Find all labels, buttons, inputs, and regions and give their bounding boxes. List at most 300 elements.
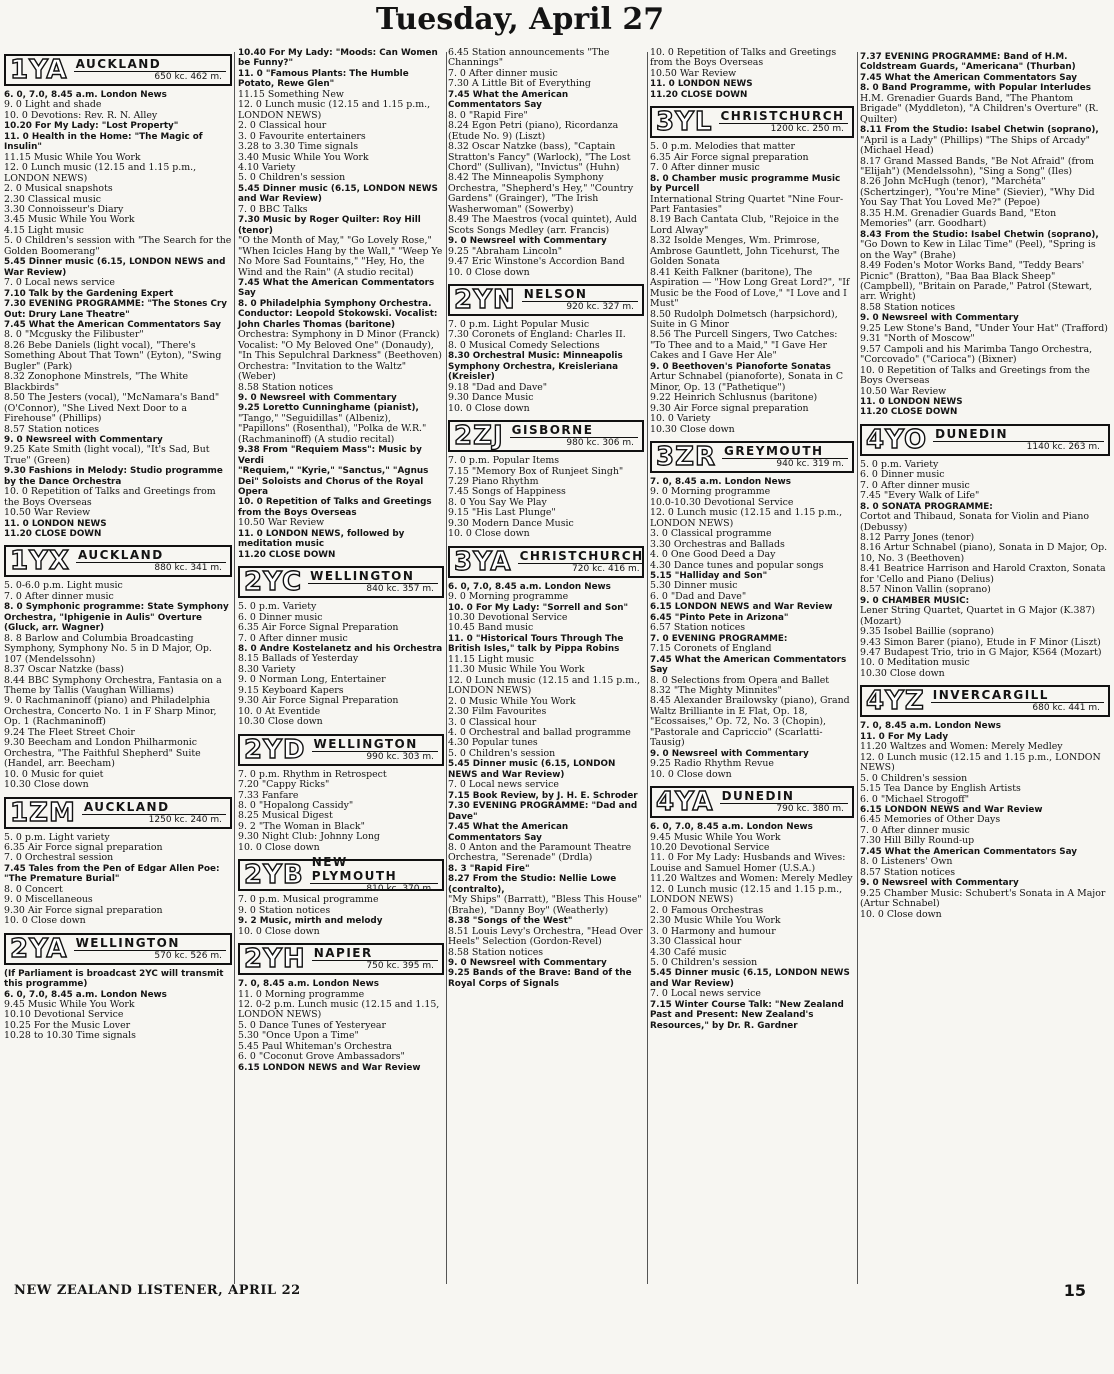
station-logo [238,734,444,766]
programme-line: 9.30 Beecham and London Philharmonic Orchestra, "The Faithful Shepherd" Suite (Handel, arr. Beecham) [4,737,201,770]
station-logo [4,933,232,965]
programme-line: 10. 0 Close down [860,908,942,920]
programme-line: 5.45 Dinner music (6.15, LONDON NEWS and War Review) [650,968,850,989]
programme-line: 5.30 Dinner music [650,580,738,592]
station-programme [448,48,644,278]
programme-line: 7.45 Tales from the Pen of Edgar Allen Poe: "The Premature Burial" [4,863,220,885]
programme-line: 2.30 Music While You Work [650,915,781,927]
programme-line: 7.45 What the American Commentators Say [860,846,1078,857]
programme-line: 8. 0 Chamber music programme Music by Purcell [650,173,841,195]
station-call-sign: 2ZJ [454,421,504,452]
programme-line: 10.50 War Review [238,517,325,529]
programme-line: 10.50 War Review [4,507,91,519]
programme-line: 8. 0 Andre Kostelanetz and his Orchestra [238,644,443,655]
programme-line: 7.45 What the American Commentators Say [448,89,569,111]
programme-line: 10. 0 Close down [448,528,530,540]
programme-line: 8.26 John McHugh (tenor), "Marchéta" (Schertzinger), "You're Mine" (Sievier), "Why Did You Say That You Loved Me?" (Pepoe) [860,176,1095,209]
programme-line: 10. 0 Variety [650,413,711,425]
programme-line: 7.45 What the American Commentators Say [448,822,569,843]
programme-line: 11. 0 LONDON NEWS [650,79,753,90]
programme-line: 8. 0 Concert [4,883,63,895]
programme-line: 11. 0 "Historical Tours Through The British Isles," talk by Pippa Robins [448,633,624,655]
station-programme [4,90,232,539]
programme-line: 8.32 Isolde Menges, Wm. Primrose, Ambrose Gauntlett, John Ticehurst, The Golden Sonata [650,235,840,268]
programme-line: 2. 0 Music While You Work [448,695,576,707]
programme-line: 7.15 "Memory Box of Runjeet Singh" [448,465,624,477]
programme-line: 11. 0 Morning programme [238,988,365,1000]
programme-line: 8. 0 Symphonic programme: State Symphony Orchestra, "Iphigenie in Aulis" Overture (Gluck, arr. Wagner) [4,602,229,634]
station-call-sign: 2YB [244,860,304,891]
programme-line: 6. 0 "Coconut Grove Ambassadors" [238,1051,405,1063]
programme-line: 5. 0 Dance Tunes of Yesteryear [238,1019,386,1031]
station-programme [4,833,232,927]
station-city: WELLINGTON [74,936,226,951]
programme-line: 2.30 Film Favourites [448,706,547,718]
programme-line: 8.45 Alexander Brailowsky (piano), Grand Waltz Brilliante in E Flat, Op. 18, "Ecossaises," Op. 72, No. 3 (Chopin), "Pastorale and Capriccio" (Scarlatti-Tausig) [650,695,850,749]
programme-line: 9.25 Chamber Music: Schubert's Sonata in A Major (Artur Schnabel) [860,887,1106,910]
programme-line: 10. 0 Close down [4,915,86,927]
page-date-heading: Tuesday, April 27 [375,2,665,37]
station-programme [238,895,444,937]
station-city: AUCKLAND [74,57,226,72]
station-frequency: 840 kc. 357 m. [366,584,434,595]
column-3 [448,48,644,989]
column-1 [4,48,232,1042]
programme-line: 6. 0 "Michael Strogoff" [860,793,970,805]
programme-line: 8. 0 Band Programme, with Popular Interludes [860,83,1091,94]
programme-line: 7.45 Songs of Happiness [448,486,566,498]
programme-line: 9.30 Air Force Signal Preparation [238,695,399,707]
programme-line: 3.30 Connoisseur's Diary [4,203,124,215]
programme-line: 10. 0 Repetition of Talks and Greetings from the Boys Overseas [650,47,837,69]
programme-line: 2. 0 Musical snapshots [4,183,113,195]
programme-line: 8.49 The Maestros (vocal quintet), Auld Scots Songs Medley (arr. Francis) [448,214,637,236]
programme-line: 10. 0 Close down [448,266,530,278]
programme-line: 12. 0 Lunch music (12.15 and 1.15 p.m., LONDON NEWS) [650,507,843,529]
station-logo [448,420,644,452]
programme-line: 9.43 Simon Barer (piano), Etude in F Minor (Liszt) [860,636,1101,648]
programme-line: 5. 0 Children's session [860,772,968,784]
column-rule [234,52,235,1284]
station-city: DUNEDIN [933,427,1104,442]
programme-line: 11. 0 LONDON NEWS [4,518,107,529]
programme-line: 7.37 EVENING PROGRAMME: Band of H.M. Coldstream Guards, "Americana" (Thurban) [860,52,1076,73]
programme-line: 10. 0 Close down [238,925,320,937]
station-call-sign: 3YA [454,546,512,577]
programme-line: Orchestra: Symphony in D Minor (Franck) [238,329,440,341]
programme-line: 8. 0 "Rapid Fire" [448,109,528,121]
programme-line: "O the Month of May," "Go Lovely Rose," "When Icicles Hang by the Wall," "Weep Ye No More Sad Fountains," "Hey, Ho, the Wind and the Rain" (A studio recital) [238,235,443,278]
programme-line: 10. 0 Repetition of Talks and Greetings from the Boys Overseas [4,486,216,508]
programme-line: 11.20 CLOSE DOWN [860,407,958,418]
programme-line: 7. 0, 8.45 a.m. London News [650,476,791,487]
programme-line: 6.35 Air Force Signal Preparation [238,622,399,634]
programme-line: 3. 0 Classical programme [650,528,772,540]
column-5 [860,52,1110,920]
programme-line: 9. 0 Norman Long, Entertainer [238,674,386,686]
programme-line: "April is a Lady" (Phillips) "The Ships of Arcady" (Michael Head) [860,134,1090,157]
programme-line: 5. 0 Children's session [448,747,556,759]
programme-line: 7.30 Music by Roger Quilter: Roy Hill (tenor) [238,215,421,236]
station-city: GISBORNE [510,423,638,438]
programme-line: 7. 0 After dinner music [4,590,114,602]
programme-line: 7.45 "Every Walk of Life" [860,490,980,502]
programme-line: 9.25 Kate Smith (light vocal), "It's Sad, But True" (Green) [4,444,210,466]
programme-line: 9. 0 Newsreel with Commentary [650,748,809,759]
station-frequency: 920 kc. 327 m. [566,301,634,312]
station-call-sign: 3ZR [656,441,716,472]
programme-line: 8. 0 Musical Comedy Selections [448,339,600,351]
programme-line: 9.30 Night Club: Johnny Long [238,831,380,843]
programme-line: 4. 0 One Good Deed a Day [650,549,776,561]
programme-line: 11. 0 For My Lady: Husbands and Wives: Louise and Samuel Homer (U.S.A.) [650,852,846,874]
programme-line: 8.24 Egon Petri (piano), Ricordanza (Etude No. 9) (Liszt) [448,120,619,142]
programme-line: 9.24 The Fleet Street Choir [4,726,135,738]
programme-line: 9. 0 Newsreel with Commentary [860,878,1019,889]
programme-line: "My Ships" (Barratt), "Bless This House" (Brahe), "Danny Boy" (Weatherly) [448,894,642,916]
programme-line: 10.30 Close down [650,423,735,435]
programme-line: 3.30 Orchestras and Ballads [650,538,785,550]
programme-line: 9.15 "His Last Plunge" [448,507,556,519]
programme-line: 8.30 Orchestral Music: Minneapolis Symphony Orchestra, Kreisleriana (Kreisler) [448,351,623,383]
station-logo [4,545,232,577]
programme-line: 7.33 Fanfare [238,789,299,801]
programme-line: 3.30 Classical hour [650,936,742,948]
programme-line: 2. 0 Famous Orchestras [650,904,764,916]
programme-line: Orchestra: "Invitation to the Waltz" (Weber) [238,360,407,383]
programme-line: 7.30 Hill Billy Round-up [860,835,975,847]
programme-line: 7. 0 p.m. Musical programme [238,894,379,906]
station-logo [238,855,444,895]
programme-line: 8.15 Ballads of Yesterday [238,653,359,665]
station-city: WELLINGTON [312,737,439,752]
programme-line: 7. 0 Local news service [650,988,761,1000]
programme-line: 6. 0 Dinner music [238,611,323,623]
programme-line: 8. 0 Anton and the Paramount Theatre Orchestra, "Serenade" (Drdla) [448,842,632,864]
programme-line: 6.35 Air Force signal preparation [4,842,163,853]
programme-line: 9.57 Campoli and his Marimba Tango Orchestra, "Corcovado" ("Carioca") (Bixner) [860,343,1093,366]
programme-line: 5. 0 Children's session with "The Search for the Golden Boomerang" [4,235,232,257]
station-logo [650,441,854,473]
programme-line: 5.15 Tea Dance by English Artists [860,783,1021,795]
programme-line: 5. 0 p.m. Melodies that matter [650,141,796,153]
station-city: CHRISTCHURCH [519,548,644,563]
station-logo [4,797,232,829]
programme-line: 8.57 Station notices [860,866,956,878]
programme-line: 7. 0 BBC Talks [238,203,308,215]
station-programme [238,770,444,854]
programme-line: 9.30 Air Force signal preparation [650,402,809,414]
programme-line: 7. 0 p.m. Rhythm in Retrospect [238,768,387,780]
station-programme [650,142,854,435]
page-number: 15 [1063,1281,1086,1300]
station-call-sign: 4YA [656,787,714,818]
programme-line: 8.32 "The Mighty Minnites" [650,685,782,697]
station-frequency: 720 kc. 416 m. [572,563,640,574]
programme-line: 10. 0 Music for quiet [4,768,104,780]
station-frequency: 750 kc. 395 m. [366,961,434,972]
programme-line: 9.38 From "Requiem Mass": Music by Verdi [238,445,422,466]
programme-line: 7.29 Piano Rhythm [448,475,539,487]
programme-line: 7. 0 After dinner music [238,632,348,644]
programme-line: 11.15 Light music [448,653,534,665]
programme-line: 8.16 Artur Schnabel (piano), Sonata in D Major, Op. 10, No. 3 (Beethoven) [860,542,1108,564]
programme-line: (If Parliament is broadcast 2YC will transmit this programme) [4,968,224,990]
programme-line: 8.37 Oscar Natzke (bass) [4,664,124,676]
station-logo [238,566,444,598]
programme-line: 8.50 The Jesters (vocal), "McNamara's Band" (O'Connor), "She Lived Next Door to a Firehouse" (Phillips) [4,392,220,425]
programme-line: 9.45 Music While You Work [4,998,135,1010]
programme-line: 6.15 LONDON NEWS and War Review [238,1062,421,1073]
station-call-sign: 1YA [10,55,68,85]
programme-line: 12. 0 Lunch music (12.15 and 1.15 p.m., LONDON NEWS) [238,99,431,121]
programme-line: 5.45 Paul Whiteman's Orchestra [238,1040,392,1052]
station-logo [448,284,644,316]
programme-line: 7.20 "Cappy Ricks" [238,779,330,791]
programme-line: 9.30 Dance Music [448,392,534,404]
programme-line: 9.25 "Abraham Lincoln" [448,245,563,257]
programme-line: 3.40 Music While You Work [238,151,369,163]
station-frequency: 650 kc. 462 m. [154,72,222,82]
programme-line: 7. 0, 8.45 a.m. London News [860,721,1001,732]
programme-line: 8.49 Foden's Motor Works Band, "Teddy Bears' Picnic" (Bratton), "Baa Baa Black Sheep" (Campbell), "Britain on Parade," Patrol (Stewart, arr. Wright) [860,260,1093,303]
station-call-sign: 2YD [244,734,306,765]
programme-line: 11.15 Music While You Work [4,151,141,163]
column-rule [647,52,648,1284]
station-frequency: 990 kc. 303 m. [366,751,434,762]
programme-line: 10.30 Close down [860,667,945,679]
programme-line: 10. 0 Meditation music [860,657,970,669]
programme-line: 10. 0 Repetition of Talks and Greetings from the Boys Overseas [238,497,432,518]
programme-line: 8.17 Grand Massed Bands, "Be Not Afraid" (from "Elijah") (Mendelssohn), "Sing a Song" (Iles) [860,155,1094,177]
programme-line: 3.45 Music While You Work [4,214,135,226]
programme-line: 11. 0 LONDON NEWS [860,396,963,407]
programme-line: 7. 0 p.m. Popular Items [448,455,560,467]
programme-line: 9. 0 Newsreel with Commentary [448,236,607,247]
programme-line: 5.45 Dinner music (6.15, LONDON NEWS and War Review) [448,759,616,780]
programme-line: 6. 0, 7.0, 8.45 a.m. London News [448,581,611,592]
programme-line: 6. 0 Dinner music [860,469,945,481]
station-logo [650,106,854,138]
programme-line: 7. 0, 8.45 a.m. London News [238,979,379,990]
programme-line: 6.35 Air Force signal preparation [650,151,809,163]
programme-line: 4.30 Popular tunes [448,737,538,749]
station-frequency: 790 kc. 380 m. [776,804,844,815]
programme-line: 9.25 Bands of the Brave: Band of the Royal Corps of Signals [448,968,632,989]
programme-line: 5.45 Dinner music (6.15, LONDON NEWS and War Review) [238,183,438,205]
programme-line: 7.45 What the American Commentators Say [650,654,847,676]
programme-line: 3.28 to 3.30 Time signals [238,141,359,153]
programme-line: 10.30 Devotional Service [448,612,568,624]
station-programme [650,822,854,1031]
programme-line: 7. 0 p.m. Light Popular Music [448,318,590,330]
programme-line: 8.32 Zonophone Minstrels, "The White Blackbirds" [4,371,189,393]
station-city: NELSON [522,287,638,302]
station-city: NAPIER [312,946,438,961]
station-programme [448,320,644,414]
programme-line: 8. 0 "Mcgusky the Filibuster" [4,329,144,341]
programme-line: 6. 0 "Dad and Dave" [650,590,747,602]
station-city: AUCKLAND [76,548,226,563]
programme-line: 9. 0 Station notices [238,904,331,916]
programme-line: 11.20 Waltzes and Women: Merely Medley [860,741,1063,753]
station-programme [860,460,1110,680]
station-programme [650,477,854,780]
programme-line: 8. 8 Barlow and Columbia Broadcasting Symphony, Symphony No. 5 in D Major, Op. 107 (Mendelssohn) [4,632,212,665]
programme-line: 8. 0 Selections from Opera and Ballet [650,674,830,686]
column-2 [238,48,444,1073]
station-programme [448,582,644,990]
programme-line: 9.47 Eric Winstone's Accordion Band [448,256,625,268]
station-programme [448,456,644,540]
station-call-sign: 2YN [454,284,516,315]
programme-line: H.M. Grenadier Guards Band, "The Phantom Brigade" (Myddleton), "A Children's Overture" (R. Quilter) [860,92,1099,125]
publication-footer: NEW ZEALAND LISTENER, APRIL 22 [14,1283,301,1298]
programme-line: 12. 0 Lunch music (12.15 and 1.15 p.m., LONDON NEWS) [4,162,197,184]
programme-line: 7.45 What the American Commentators Say [4,319,222,330]
programme-line: 9. 0 Morning programme [448,591,569,603]
programme-line: "Tango," "Seguidillas" (Albeniz), "Papillons" (Rosenthal), "Polka de W.R." (Rachmaninoff) (A studio recital) [238,412,427,445]
station-logo [4,54,232,86]
programme-line: 7.15 Book Review, by J. H. E. Schroder [448,790,638,801]
programme-line: 7. 0 After dinner music [860,824,970,836]
programme-line: 9. 0 Miscellaneous [4,894,93,906]
programme-line: 8.26 Bebe Daniels (light vocal), "There's Something About That Town" (Eyton), "Swing Bugler" (Park) [4,339,222,372]
programme-line: 11.15 Something New [238,88,344,100]
programme-line: 5. 0-6.0 p.m. Light music [4,580,123,592]
programme-line: International String Quartet "Nine Four-Part Fantasies" [650,193,844,215]
station-call-sign: 2YH [244,944,306,975]
programme-line: 6. 0, 7.0, 8.45 a.m. London News [4,90,167,100]
programme-line: 8.38 "Songs of the West" [448,916,573,927]
programme-line: 8.57 Ninon Vallin (soprano) [860,584,991,596]
programme-line: Vocalist: "O My Beloved One" (Donaudy), "In This Sepulchral Darkness" (Beethoven) [238,339,442,362]
station-frequency: 940 kc. 319 m. [776,458,844,469]
programme-line: 9. 0 Newsreel with Commentary [238,392,397,403]
programme-line: 9. 2 "The Woman in Black" [238,820,365,832]
programme-line: 2. 0 Classical hour [238,120,327,132]
programme-line: 9. 0 CHAMBER MUSIC: [860,595,970,606]
programme-line: 10.25 For the Music Lover [4,1019,131,1031]
programme-line: 5. 0 p.m. Variety [238,601,317,613]
programme-line: 11.20 CLOSE DOWN [4,529,102,540]
programme-line: Lener String Quartet, Quartet in G Major (K.387) (Mozart) [860,605,1096,627]
programme-line: 10.45 Band music [448,622,534,634]
programme-line: 7. 0 After dinner music [650,162,760,174]
programme-line: 9. 0 Newsreel with Commentary [860,313,1019,324]
programme-line: 3. 0 Harmony and humour [650,925,776,937]
programme-line: 5. 0 Children's session [650,956,758,968]
programme-line: 7.30 EVENING PROGRAMME: "The Stones Cry Out: Drury Lane Theatre" [4,299,227,320]
station-logo [448,546,644,578]
programme-line: 8. 0 SONATA PROGRAMME: [860,501,993,512]
station-logo [860,685,1110,717]
station-call-sign: 2YA [10,933,68,964]
station-frequency: 810 kc. 370 m. [366,884,434,895]
programme-line: 10. 0 Close down [238,841,320,853]
station-frequency: 570 kc. 526 m. [154,950,222,961]
programme-line: 11. 0 For My Lady [860,731,949,742]
station-programme [4,581,232,790]
station-frequency: 880 kc. 341 m. [154,563,222,574]
station-call-sign: 1ZM [10,797,76,828]
programme-line: 10.10 Devotional Service [4,1009,124,1021]
programme-line: 9.22 Heinrich Schlusnus (baritone) [650,392,818,404]
programme-line: 4.30 Café music [650,946,727,958]
programme-line: 12. 0 Lunch music (12.15 and 1.15 p.m., LONDON NEWS) [448,674,641,697]
programme-line: 6.45 "Pinto Pete in Arizona" [650,612,789,623]
programme-line: 10.20 For My Lady: "Lost Property" [4,121,179,132]
station-call-sign: 4YZ [866,686,925,717]
programme-line: 9. 0 Rachmaninoff (piano) and Philadelphia Orchestra, Concerto No. 1 in F Sharp Minor, Op. 1 (Rachmaninoff) [4,695,217,728]
programme-line: 10.30 Close down [4,779,89,791]
programme-line: 9. 0 Newsreel with Commentary [448,957,607,968]
programme-line: 5. 0 p.m. Variety [860,458,939,470]
programme-line: 5.30 "Once Upon a Time" [238,1030,359,1042]
programme-line: 8.44 BBC Symphony Orchestra, Fantasia on a Theme by Tallis (Vaughan Williams) [4,674,222,697]
programme-line: 7.30 Coronets of England: Charles II. [448,329,626,341]
station-city: INVERCARGILL [931,688,1104,703]
programme-line: 7. 0 Local news service [448,779,559,791]
programme-line: 10.0-10.30 Devotional Service [650,496,794,508]
programme-line: 8.58 Station notices [448,946,544,958]
station-call-sign: 4YO [866,424,928,455]
programme-line: 9.30 Fashions in Melody: Studio programme by the Dance Orchestra [4,466,223,487]
programme-line: 4.10 Variety [238,161,296,173]
station-frequency: 1200 kc. 250 m. [770,124,844,135]
programme-line: 8.32 Oscar Natzke (bass), "Captain Stratton's Fancy" (Warlock), "The Lost Chord" (Sullivan), "Invictus" (Huhn) [448,141,631,173]
station-frequency: 680 kc. 441 m. [1032,703,1100,714]
programme-line: 8. 3 "Rapid Fire" [448,863,530,874]
programme-line: 9.31 "North of Moscow" [860,333,975,345]
station-call-sign: 3YL [656,107,713,138]
programme-line: 7. 0 After dinner music [448,67,558,79]
station-frequency: 1140 kc. 263 m. [1026,441,1100,452]
programme-line: 5.45 Dinner music (6.15, LONDON NEWS and War Review) [4,257,226,278]
programme-line: 10. 0 For My Lady: "Sorrell and Son" [448,602,629,613]
station-programme [650,48,854,100]
column-rule [857,52,858,1284]
station-programme [238,979,444,1073]
programme-line: 8.19 Bach Cantata Club, "Rejoice in the Lord Alway" [650,214,839,236]
programme-line: 7.45 What the American Commentators Say [860,72,1078,83]
programme-line: 10. 0 Devotions: Rev. R. N. Alley [4,109,158,121]
programme-line: 8.25 Musical Digest [238,810,333,822]
programme-line: 8. 0 You Say We Play [448,496,547,508]
programme-line: 8.51 Louis Levy's Orchestra, "Head Over Heels" Selection (Gordon-Revel) [448,925,643,948]
station-city: AUCKLAND [82,800,226,815]
programme-line: 3. 0 Favourite entertainers [238,130,366,142]
programme-line: 9.35 Isobel Baillie (soprano) [860,626,995,638]
station-frequency: 980 kc. 306 m. [566,438,634,449]
programme-line: 8.35 H.M. Grenadier Guards Band, "Eton Memories" (arr. Goodhart) [860,207,1057,230]
programme-line: 6.45 Memories of Other Days [860,814,1001,826]
programme-line: 11.30 Music While You Work [448,664,585,676]
programme-line: 8.41 Keith Falkner (baritone), The Aspiration — "How Long Great Lord?", "If Music be the Food of Love," "I Love and I Must" [650,266,850,310]
programme-line: 5. 0 Children's session [238,172,346,184]
programme-line: 9.18 "Dad and Dave" [448,381,548,393]
programme-line: 7. 0 After dinner music [860,479,970,491]
programme-line: 9.30 Modern Dance Music [448,517,574,529]
station-city: CHRISTCHURCH [719,109,849,124]
programme-line: 9.25 Lew Stone's Band, "Under Your Hat" (Trafford) [860,322,1108,334]
column-rule [446,52,447,1284]
programme-line: 6.45 Station announcements "The Channings" [448,47,610,69]
programme-line: 11. 0 Health in the Home: "The Magic of Insulin" [4,131,203,153]
station-logo [238,943,444,975]
programme-line: 11.20 Waltzes and Women: Merely Medley [650,873,853,885]
programme-line: 8. 0 "Hopalong Cassidy" [238,800,354,811]
